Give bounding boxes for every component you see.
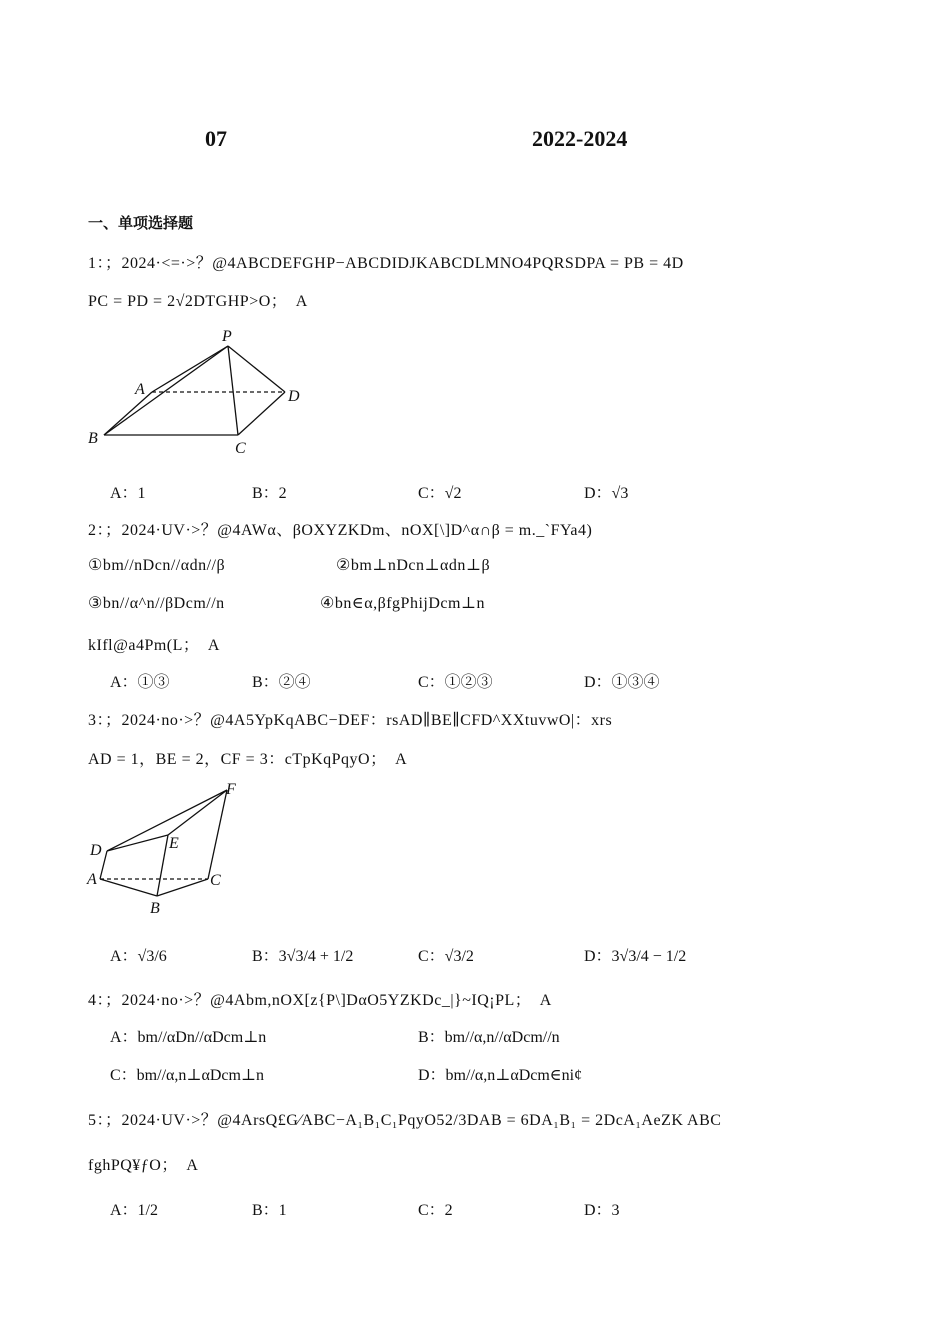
q3-option-b: B：3√3/4 + 1/2 — [252, 948, 354, 965]
q5-option-b: B：1 — [252, 1202, 287, 1219]
q4-option-c: C：bm//α,n⊥αDcm⊥n — [110, 1067, 264, 1084]
q2-statement-3: ③bn//α^n//βDcm//n — [88, 595, 225, 612]
q5-option-a: A：1/2 — [110, 1202, 159, 1219]
label-d: D — [90, 842, 102, 859]
label-p: P — [222, 328, 232, 345]
q5-line2: fghPQ¥ƒO； A — [88, 1157, 199, 1174]
q1-option-b: B：2 — [252, 485, 287, 502]
q2-option-c: C：①②③ — [418, 674, 493, 691]
q3-line2: AD = 1，BE = 2，CF = 3：cTpKqPqyO； A — [88, 751, 408, 768]
q2-option-a: A：①③ — [110, 674, 170, 691]
label-c: C — [235, 440, 246, 457]
q2-option-b: B：②④ — [252, 674, 311, 691]
q2-line1: 2：；2024·UV·>？@4AWα、βOXYZKDm、nOX[\]D^α∩β = m._`FYa4) — [88, 522, 593, 539]
year-range: 2022-2024 — [532, 126, 628, 151]
q5-option-c: C：2 — [418, 1202, 453, 1219]
q2-option-d: D：①③④ — [584, 674, 660, 691]
q2-statement-1: ①bm//nDcn//αdn//β — [88, 557, 226, 574]
q4-option-a: A：bm//αDn//αDcm⊥n — [110, 1029, 267, 1046]
q1-option-c: C：√2 — [418, 485, 462, 502]
label-e: E — [169, 835, 179, 852]
q3-prism-figure — [80, 778, 260, 920]
label-f: F — [226, 781, 236, 798]
label-d: D — [288, 388, 300, 405]
q4-option-b: B：bm//α,n//αDcm//n — [418, 1029, 560, 1046]
section-title: 一、单项选择题 — [88, 214, 194, 232]
q3-option-a: A：√3/6 — [110, 948, 167, 965]
label-b: B — [88, 430, 98, 447]
q1-pyramid-figure — [80, 322, 340, 462]
q3-option-c: C：√3/2 — [418, 948, 474, 965]
q3-line1: 3：；2024·no·>？@4A5YpKqABC−DEF：rsAD∥BE∥CFD^XXtuvwO|：xrs — [88, 712, 613, 729]
q3-option-d: D：3√3/4 − 1/2 — [584, 948, 687, 965]
q2-line4: kIfl@a4Pm(L； A — [88, 637, 220, 654]
q4-option-d: D：bm//α,n⊥αDcm∈ni¢ — [418, 1067, 583, 1084]
q4-line1: 4：；2024·no·>？@4Abm,nOX[z{P\]DαO5YZKDc_|}~IQ¡PL； A — [88, 992, 552, 1009]
label-a: A — [87, 871, 97, 888]
chapter-number: 07 — [205, 126, 227, 151]
q5-option-d: D：3 — [584, 1202, 620, 1219]
q2-statement-4: ④bn∈α,βfgPhijDcm⊥n — [320, 595, 485, 612]
q1-option-a: A：1 — [110, 485, 146, 502]
q1-line1: 1：；2024·<=·>？@4ABCDEFGHP−ABCDIDJKABCDLMNO4PQRSDPA = PB = 4D — [88, 255, 684, 272]
q5-line1: 5：；2024·UV·>？@4ArsQ£G⁄ABC−A₁B₁C₁PqyO52/3DAB = 6DA₁B₁ = 2DcA₁AeZK ABC — [88, 1112, 722, 1129]
q1-option-d: D：√3 — [584, 485, 629, 502]
q2-statement-2: ②bm⊥nDcn⊥αdn⊥β — [336, 557, 491, 574]
q1-line2: PC = PD = 2√2DTGHP>O； A — [88, 293, 308, 310]
label-c: C — [210, 872, 221, 889]
label-a: A — [135, 381, 145, 398]
label-b: B — [150, 900, 160, 917]
